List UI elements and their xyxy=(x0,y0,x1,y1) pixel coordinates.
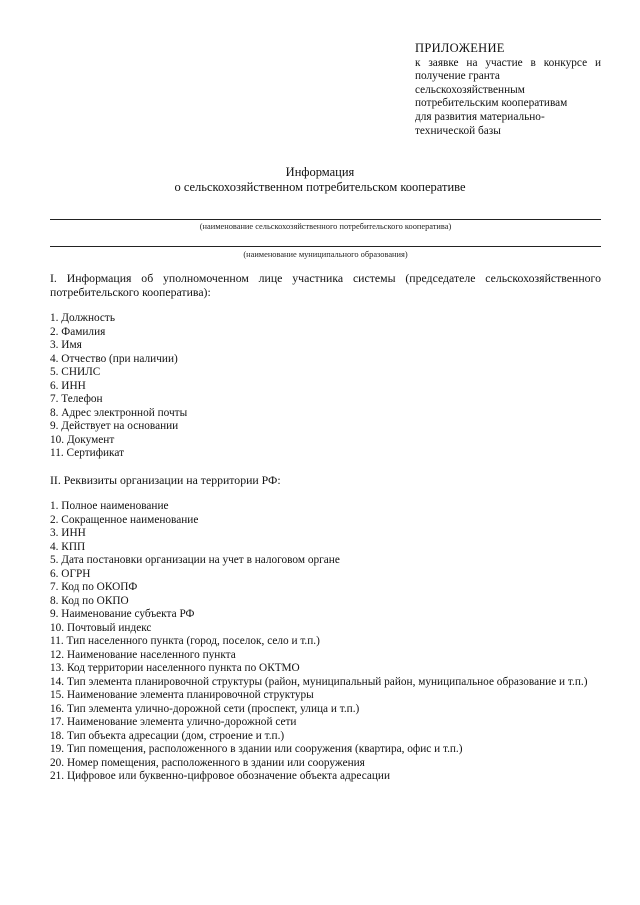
list-item: 6. ОГРН xyxy=(50,567,91,580)
municipality-name-line xyxy=(50,246,601,247)
section-1-list xyxy=(50,312,605,461)
document-subtitle: о сельскохозяйственном потребительском кооперативе xyxy=(174,180,466,194)
municipality-name-caption: (наименование муниципального образования) xyxy=(243,250,408,259)
list-item: 10. Почтовый индекс xyxy=(50,621,152,634)
list-item: 18. Тип объекта адресации (дом, строение и т.п.) xyxy=(50,729,285,742)
list-item: 9. Наименование субъекта РФ xyxy=(50,608,195,620)
list-item: 3. Имя xyxy=(50,339,82,351)
list-item: 9. Действует на основании xyxy=(50,420,179,432)
section-2-list xyxy=(50,500,605,784)
list-item: 10. Документ xyxy=(50,433,115,446)
appendix-line: к заявке на участие в конкурсе и xyxy=(415,56,601,69)
list-item: 12. Наименование населенного пункта xyxy=(50,648,236,661)
list-item: 6. ИНН xyxy=(50,379,86,392)
list-item: 20. Номер помещения, расположенного в здании или сооружения xyxy=(50,756,365,769)
list-item: 3. ИНН xyxy=(50,527,86,539)
list-item: 11. Тип населенного пункта (город, поселок, село и т.п.) xyxy=(50,635,320,647)
section-1-heading: I. Информация об уполномоченном лице участника системы (председателе сельскохозяйственного потребительского кооператива): xyxy=(50,271,601,299)
cooperative-name-caption: (наименование сельскохозяйственного потребительского кооператива) xyxy=(199,222,452,231)
list-item: 8. Адрес электронной почты xyxy=(50,406,188,419)
appendix-line: сельскохозяйственным xyxy=(415,83,525,96)
section-2-heading: II. Реквизиты организации на территории РФ: xyxy=(50,473,281,487)
appendix-line: потребительским кооперативам xyxy=(415,97,568,110)
list-item: 4. КПП xyxy=(50,540,86,553)
list-item: 4. Отчество (при наличии) xyxy=(50,352,178,365)
list-item: 7. Код по ОКОПФ xyxy=(50,581,138,593)
list-item: 1. Полное наименование xyxy=(50,500,169,512)
list-item: 2. Сокращенное наименование xyxy=(50,513,199,526)
list-item: 19. Тип помещения, расположенного в здании или сооружения (квартира, офис и т.п.) xyxy=(50,743,463,755)
list-item: 5. СНИЛС xyxy=(50,366,101,378)
list-item: 2. Фамилия xyxy=(50,325,106,338)
appendix-block xyxy=(415,42,601,138)
list-item: 13. Код территории населенного пункта по ОКТМО xyxy=(50,662,300,674)
cooperative-name-line xyxy=(50,219,601,220)
document-title: Информация xyxy=(285,165,355,179)
appendix-line: получение гранта xyxy=(415,70,500,83)
list-item: 1. Должность xyxy=(50,312,116,324)
list-item: 7. Телефон xyxy=(50,393,103,405)
list-item: 11. Сертификат xyxy=(50,447,125,459)
list-item: 15. Наименование элемента планировочной структуры xyxy=(50,689,314,701)
appendix-line: для развития материально- xyxy=(415,110,545,123)
list-item: 17. Наименование элемента улично-дорожной сети xyxy=(50,716,297,728)
appendix-heading: ПРИЛОЖЕНИЕ xyxy=(415,41,505,55)
list-item: 14. Тип элемента планировочной структуры (район, муниципальный район, муниципальное образование и т.п.) xyxy=(50,675,588,688)
list-item: 21. Цифровое или буквенно-цифровое обозначение объекта адресации xyxy=(50,770,390,782)
appendix-line: технической базы xyxy=(415,124,501,137)
list-item: 16. Тип элемента улично-дорожной сети (проспект, улица и т.п.) xyxy=(50,702,360,715)
list-item: 8. Код по ОКПО xyxy=(50,594,129,607)
list-item: 5. Дата постановки организации на учет в налоговом органе xyxy=(50,554,340,566)
